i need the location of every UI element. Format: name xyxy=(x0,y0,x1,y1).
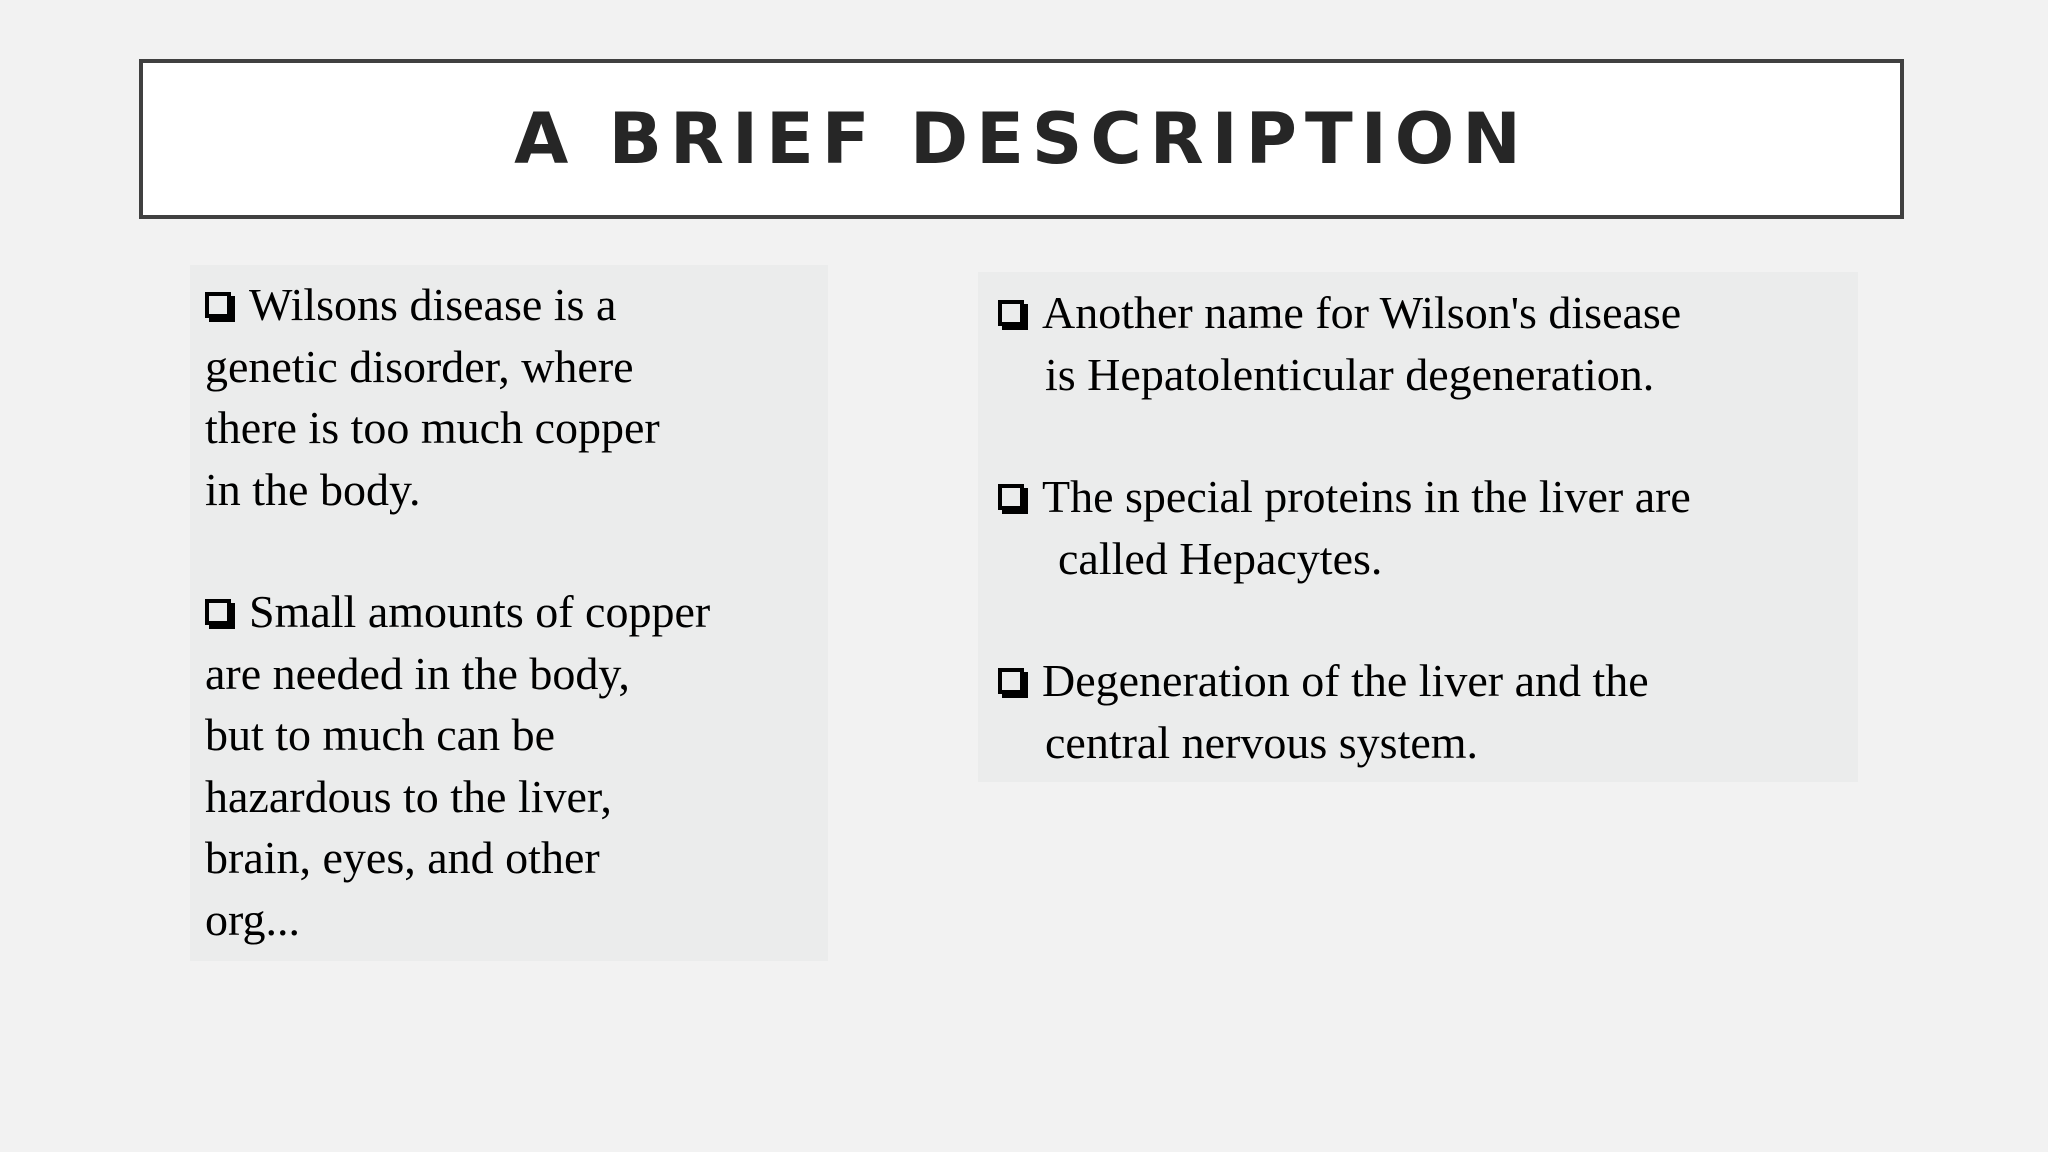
bullet-line: Wilsons disease is a xyxy=(249,279,617,330)
bullet-line: are needed in the body, xyxy=(205,647,630,699)
bullet-line: but to much can be xyxy=(205,709,556,760)
bullet-item xyxy=(998,650,1649,773)
bullet-line: Another name for Wilson's disease xyxy=(1042,287,1682,338)
bullet-line: The special proteins in the liver are xyxy=(1042,471,1691,522)
bullet-line: Small amounts of copper xyxy=(249,586,711,637)
bullet-line: there is too much copper xyxy=(205,402,660,453)
title-box xyxy=(139,59,1904,219)
bullet-line: brain, eyes, and other xyxy=(205,832,600,883)
bullet-line: Degeneration of the liver and the xyxy=(1042,655,1649,706)
checkbox-outline-icon xyxy=(205,292,231,318)
bullet-line: genetic disorder, where xyxy=(205,340,634,392)
bullet-line: called Hepacytes. xyxy=(1058,532,1383,584)
bullet-line: hazardous to the liver, xyxy=(205,770,612,822)
bullet-item xyxy=(998,466,1691,589)
slide-title: A BRIEF DESCRIPTION xyxy=(514,98,1529,180)
checkbox-outline-icon xyxy=(998,668,1024,694)
bullet-line: is Hepatolenticular degeneration. xyxy=(1045,348,1655,400)
bullet-item xyxy=(205,274,660,520)
bullet-line: central nervous system. xyxy=(1045,716,1479,768)
checkbox-outline-icon xyxy=(998,300,1024,326)
bullet-item xyxy=(205,581,710,950)
bullet-item xyxy=(998,282,1681,405)
bullet-line: in the body. xyxy=(205,463,421,515)
bullet-line: org... xyxy=(205,893,300,945)
checkbox-outline-icon xyxy=(205,599,231,625)
checkbox-outline-icon xyxy=(998,484,1024,510)
